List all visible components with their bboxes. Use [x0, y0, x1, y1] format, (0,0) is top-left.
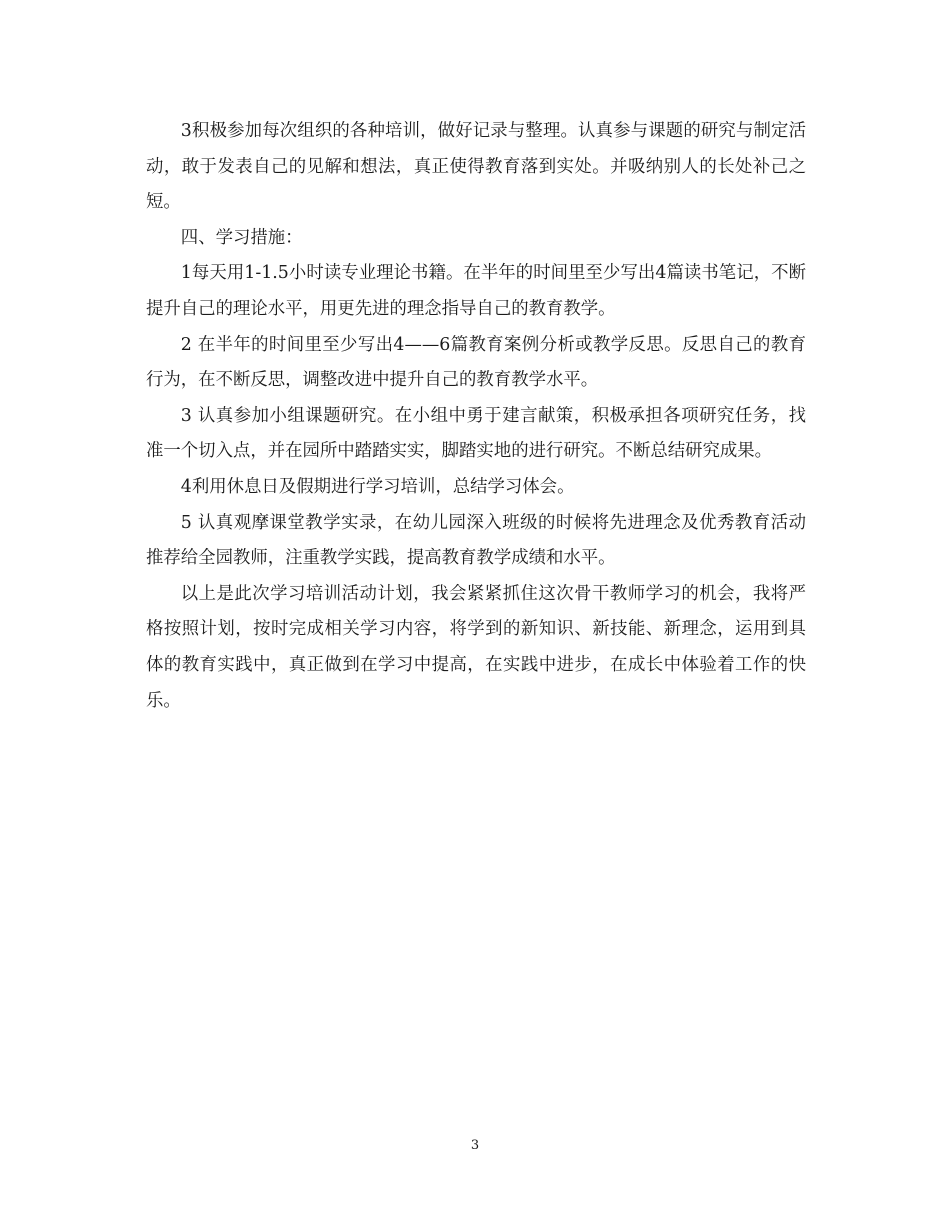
paragraph-measure-holiday-training: 4利用休息日及假期进行学习培训，总结学习体会。: [180, 476, 575, 497]
paragraph-measure-reading: 1每天用1-1.5小时读专业理论书籍。在半年的时间里至少写出4篇读书笔记，不断提升自己的理论水平，用更先进的理念指导自己的教育教学。: [146, 263, 806, 319]
paragraph-measure-case-analysis: 2 在半年的时间里至少写出4——6篇教育案例分析或教学反思。反思自己的教育行为，在不断反思，调整改进中提升自己的教育教学水平。: [146, 334, 806, 391]
page-number: 3: [470, 1138, 480, 1153]
document-body: [146, 114, 806, 719]
paragraph-conclusion: 以上是此次学习培训活动计划，我会紧紧抓住这次骨干教师学习的机会，我将严格按照计划，按时完成相关学习内容，将学到的新知识、新技能、新理念，运用到具体的教育实践中，真正做到在学习中提高，在实践中进步，在成长中体验着工作的快乐。: [146, 583, 806, 711]
paragraph-measure-group-research: 3 认真参加小组课题研究。在小组中勇于建言献策，积极承担各项研究任务，找准一个切入点，并在园所中踏踏实实，脚踏实地的进行研究。不断总结研究成果。: [146, 405, 806, 462]
paragraph-training-participation: 3积极参加每次组织的各种培训，做好记录与整理。认真参与课题的研究与制定活动，敢于发表自己的见解和想法，真正使得教育落到实处。并吸纳别人的长处补己之短。: [146, 121, 806, 213]
section-heading-learning-measures: 四、学习措施：: [180, 227, 303, 248]
paragraph-measure-observation: 5 认真观摩课堂教学实录，在幼儿园深入班级的时候将先进理念及优秀教育活动推荐给全园教师，注重教学实践，提高教育教学成绩和水平。: [146, 512, 806, 569]
